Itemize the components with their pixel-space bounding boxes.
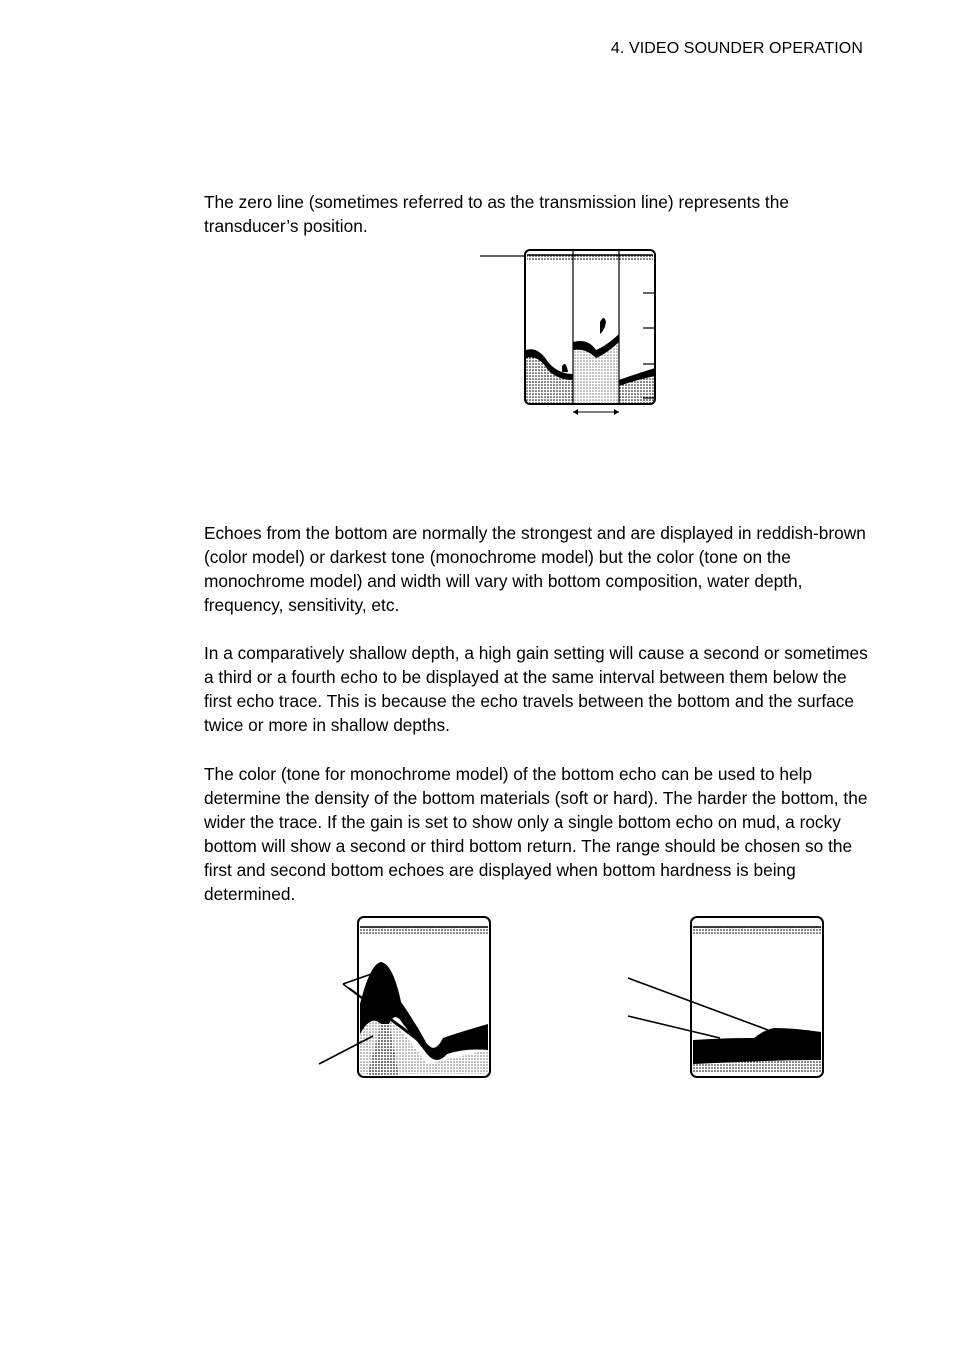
section-header: 4. VIDEO SOUNDER OPERATION (610, 40, 863, 57)
zero-line-paragraph: The zero line (sometimes referred to as the transmission line) represents the transducer’s position. (204, 192, 789, 237)
bottom-echo-paragraph: Echoes from the bottom are normally the strongest and are displayed in reddish-brown (color model) or darkest tone (monochrome model) but the color (tone on the monochrome model) and width will vary with bottom composition, water depth, frequency, sensitivity, etc. (204, 523, 866, 616)
hard-bottom-figure (315, 914, 495, 1084)
bottom-hardness-paragraph: The color (tone for monochrome model) of the bottom echo can be used to help determine the density of the bottom materials (soft or hard). The harder the bottom, the wider the trace. If the gain is set to show only a single bottom echo on mud, a rocky bottom will show a second or third bottom return. The range should be chosen so the first and second bottom echoes are displayed when bottom hardness is being determined. (204, 764, 868, 905)
soft-bottom-figure (624, 914, 830, 1084)
zero-line-figure (478, 246, 660, 418)
second-echo-paragraph: In a comparatively shallow depth, a high gain setting will cause a second or sometimes a third or a fourth echo to be displayed at the same interval between them below the first echo trace. This is because the echo travels between the bottom and the surface twice or more in shallow depths. (204, 643, 868, 736)
